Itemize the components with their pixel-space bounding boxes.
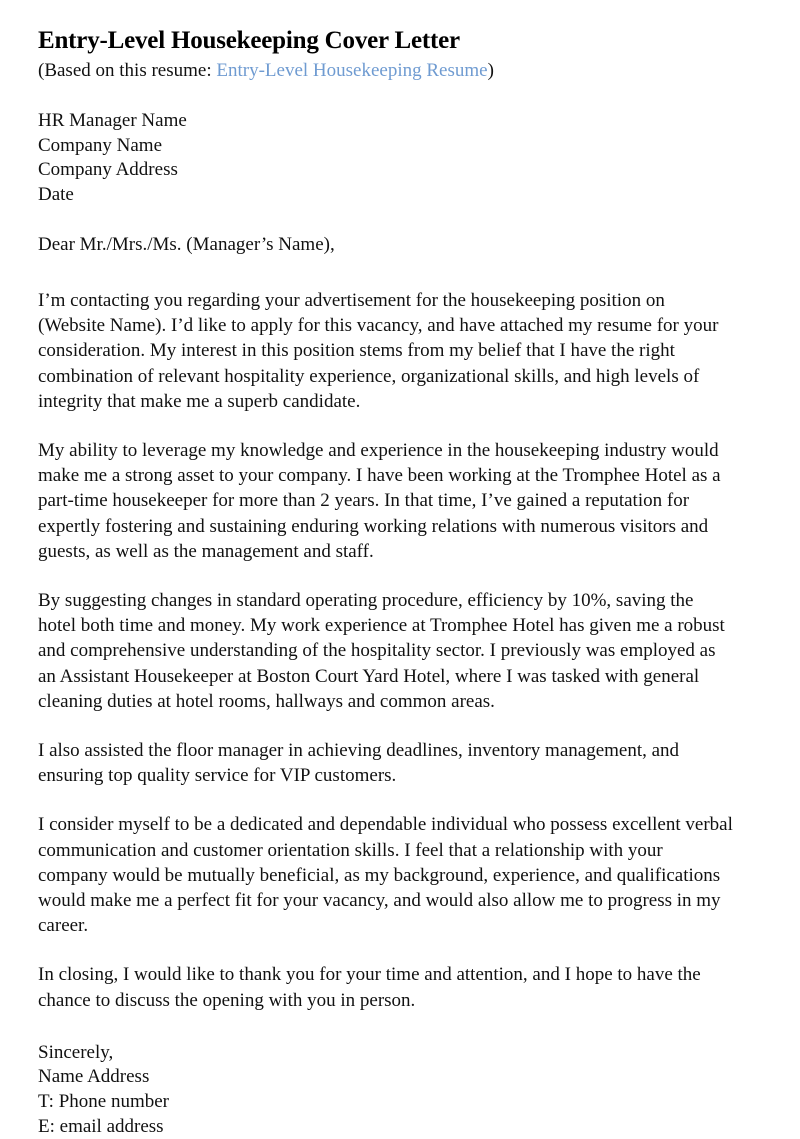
resume-reference-line bbox=[38, 58, 736, 83]
body-paragraph-4: I also assisted the floor manager in achieving deadlines, inventory management, and ensuring top quality service for VIP customers. bbox=[38, 740, 680, 787]
signature-name-address: Name Address bbox=[38, 1066, 150, 1088]
body-paragraph-1: I’m contacting you regarding your advertisement for the housekeeping position on (Website Name). I’d like to apply for this vacancy, and have attached my resume for your consideration. My interest in this position stems from my belief that I have the right combination of relevant hospitality experience, organizational skills, and high levels of integrity that make me a superb candidate. bbox=[38, 289, 719, 412]
body-paragraph-6: In closing, I would like to thank you for your time and attention, and I hope to have the chance to discuss the opening with you in person. bbox=[38, 964, 701, 1011]
entry-level-housekeeping-resume-link[interactable]: Entry-Level Housekeeping Resume bbox=[216, 60, 488, 81]
signature-block bbox=[38, 1041, 736, 1139]
resume-reference-prefix: (Based on this resume: bbox=[38, 60, 217, 81]
salutation: Dear Mr./Mrs./Ms. (Manager’s Name), bbox=[38, 234, 335, 256]
signature-closing: Sincerely, bbox=[38, 1041, 114, 1063]
resume-reference-suffix: ) bbox=[487, 60, 494, 81]
body-paragraph-5: I consider myself to be a dedicated and dependable individual who possess excellent verbal communication and customer orientation skills. I feel that a relationship with your company would be mutually beneficial, as my background, experience, and qualifications would make me a perfect fit for your vacancy, and would also allow me to progress in my career. bbox=[38, 814, 733, 937]
recipient-address-block bbox=[38, 109, 736, 207]
recipient-company-name: Company Name bbox=[38, 134, 163, 156]
signature-email: E: email address bbox=[38, 1115, 164, 1137]
recipient-company-address: Company Address bbox=[38, 159, 178, 181]
body-paragraph-2: My ability to leverage my knowledge and experience in the housekeeping industry would make me a strong asset to your company. I have been working at the Tromphee Hotel as a part-time housekeeper for more than 2 years. In that time, I’ve gained a reputation for expertly fostering and sustaining enduring working relations with numerous visitors and guests, as well as the management and staff. bbox=[38, 439, 721, 562]
recipient-date: Date bbox=[38, 183, 74, 205]
signature-phone: T: Phone number bbox=[38, 1091, 169, 1113]
recipient-manager-name: HR Manager Name bbox=[38, 110, 187, 131]
body-paragraph-3: By suggesting changes in standard operating procedure, efficiency by 10%, saving the hotel both time and money. My work experience at Tromphee Hotel has given me a robust and comprehensive understanding of the hospitality sector. I previously was employed as an Assistant Housekeeper at Boston Court Yard Hotel, where I was tasked with general cleaning duties at hotel rooms, hallways and common areas. bbox=[38, 590, 725, 712]
page-title: Entry-Level Housekeeping Cover Letter bbox=[38, 27, 460, 54]
